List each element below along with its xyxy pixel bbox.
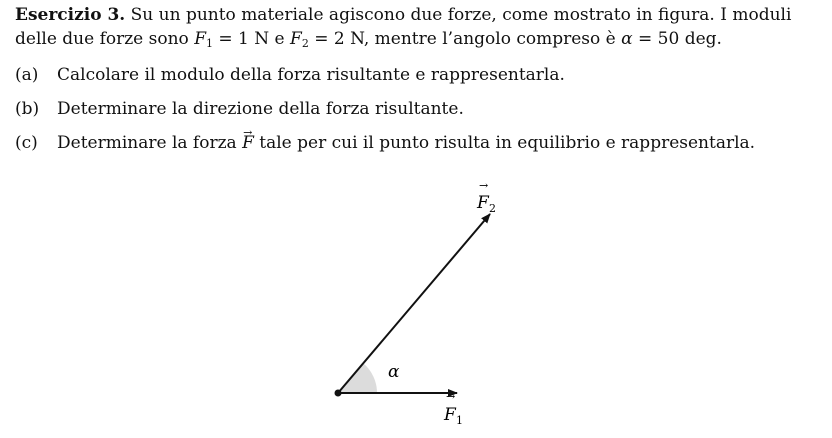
F1-label-arrow-icon: → xyxy=(446,390,456,403)
F1-subscript: 1 xyxy=(206,37,213,50)
F2-subscript: 2 xyxy=(301,37,309,50)
exercise-heading: Esercizio 3. xyxy=(15,5,126,25)
F2-label-text: F xyxy=(477,193,489,213)
F2-label xyxy=(476,179,496,215)
question-a-text: Calcolare il modulo della forza risultante e rappresentarla. xyxy=(57,65,565,85)
F1-label-subscript: 1 xyxy=(456,414,463,427)
alpha-symbol: α xyxy=(621,29,633,49)
question-b-text: Determinare la direzione della forza risultante. xyxy=(57,99,464,119)
exercise-intro: Su un punto materiale agiscono due forze, come mostrato in figura. I moduli delle due forze sono xyxy=(15,5,792,49)
F2-label-subscript: 2 xyxy=(489,202,496,215)
question-c-text-before: Determinare la forza xyxy=(57,133,243,153)
F1-symbol: F xyxy=(194,29,206,49)
angle-sector xyxy=(338,363,377,393)
F2-arrow xyxy=(338,214,490,393)
alpha-value: = 50 deg. xyxy=(632,29,722,49)
question-c-label: (c) xyxy=(15,133,38,153)
F2-symbol: F xyxy=(290,29,302,49)
question-c-text-after: tale per cui il punto risulta in equilibrio e rappresentarla. xyxy=(253,133,756,153)
F-vector-symbol: → F xyxy=(242,131,254,155)
F1-label xyxy=(443,390,463,427)
F1-label-text: F xyxy=(444,405,456,425)
material-point xyxy=(335,390,342,397)
F1-value: = 1 N e xyxy=(213,29,291,49)
question-b-label: (b) xyxy=(15,99,40,119)
F2-label-arrow-icon: → xyxy=(479,179,489,192)
question-a-label: (a) xyxy=(15,65,39,85)
F2-value: = 2 N, mentre l’angolo compreso è xyxy=(308,29,622,49)
angle-label: α xyxy=(388,362,400,382)
